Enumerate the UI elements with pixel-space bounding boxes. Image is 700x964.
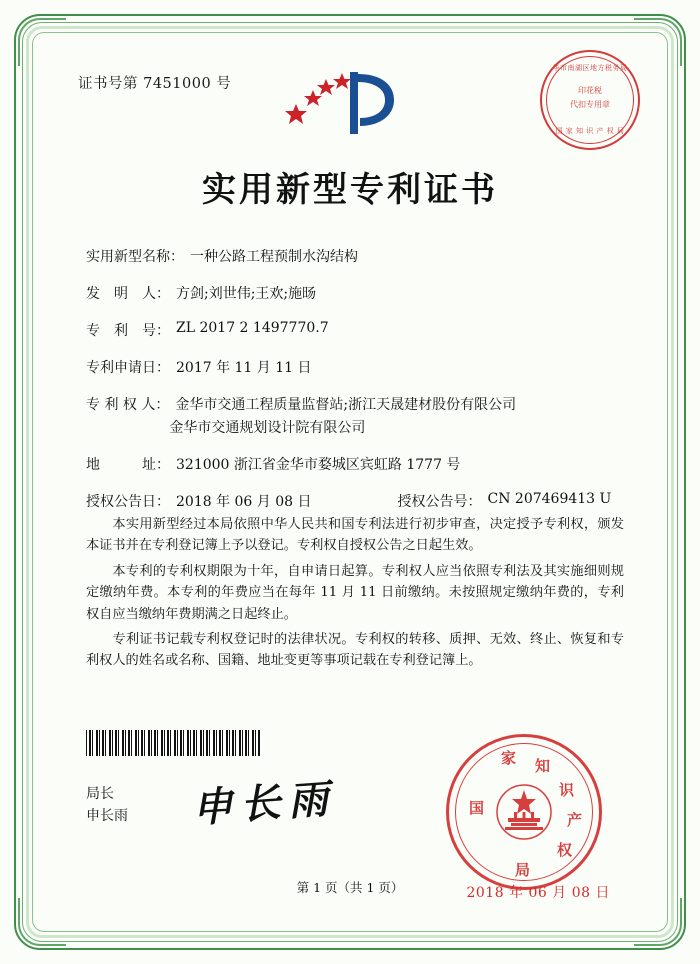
field-value: 2017 年 11 月 11 日 — [176, 360, 312, 376]
barcode — [86, 730, 261, 756]
grant-date-value: 2018 年 06 月 08 日 — [176, 494, 312, 510]
field-row-patent-number — [86, 320, 630, 340]
field-value-second-line: 金华市交通规划设计院有限公司 — [169, 420, 366, 436]
field-row-patentee — [86, 394, 630, 437]
legal-body-text — [86, 514, 624, 676]
signature-block — [86, 784, 128, 827]
seal-char-7: 国 — [469, 799, 485, 817]
tax-stamp-arc-top: 华市南湖区地方税务局 — [552, 64, 628, 72]
seal-char-1: 家 — [501, 749, 517, 767]
field-value: 金华市交通工程质量监督站;浙江天晟建材股份有限公司 — [175, 397, 517, 413]
seal-date: 2018 年 06 月 08 日 — [466, 885, 610, 901]
grant-date-label: 授权公告日： — [86, 494, 170, 510]
field-row-address — [86, 454, 630, 474]
field-label: 专 利 号： — [86, 323, 170, 339]
field-row-application-date — [86, 357, 630, 377]
grant-number-label: 授权公告号： — [397, 494, 482, 510]
legal-paragraph-2: 本专利的专利权期限为十年，自申请日起算。专利权人应当依照专利法及其实施细则规定缴纳年费。本专利的年费应当在每年 11 月 11 日前缴纳。未按照规定缴纳年费的，专利权自应当缴纳年费期满之日起终止。 — [86, 563, 624, 622]
field-value-group — [169, 394, 516, 437]
field-label: 专 利 权 人： — [86, 397, 170, 413]
grant-number-value: CN 207469413 U — [487, 491, 612, 507]
national-seal — [446, 734, 602, 890]
field-label: 专利申请日： — [86, 360, 170, 376]
director-label: 局长 — [86, 786, 114, 802]
legal-paragraph-3: 专利证书记载专利权登记时的法律状况。专利权的转移、质押、无效、终止、恢复和专利权人的姓名或名称、国籍、地址变更等事项记载在专利登记簿上。 — [86, 631, 624, 669]
seal-char-5: 权 — [557, 841, 573, 859]
field-value: 一种公路工程预制水沟结构 — [190, 249, 358, 265]
field-row-grant-announcement — [86, 491, 630, 511]
seal-char-6: 局 — [515, 861, 531, 879]
tax-stamp-arc-bottom: 国 家 知 识 产 权 局 — [555, 127, 625, 135]
field-label: 地 址： — [86, 457, 170, 473]
page-footer: 第 1 页（共 1 页） — [296, 880, 404, 895]
seal-char-4: 产 — [567, 811, 583, 829]
field-value: 方剑;刘世伟;王欢;施旸 — [176, 286, 317, 302]
field-list — [86, 246, 630, 528]
field-row-utility-model-name — [86, 246, 630, 266]
national-emblem-icon — [494, 782, 554, 842]
field-row-inventors — [86, 283, 630, 303]
page-title: 实用新型专利证书 — [202, 170, 498, 210]
seal-char-3: 识 — [559, 781, 575, 799]
field-label: 发 明 人： — [86, 286, 170, 302]
cnipa-logo-icon — [280, 60, 420, 146]
director-name: 申长雨 — [86, 807, 128, 824]
certificate-number: 证书号第 7451000 号 — [78, 76, 232, 92]
tax-stamp-line2: 代扣专用章 — [570, 100, 610, 109]
field-label: 实用新型名称： — [86, 249, 184, 265]
certificate-content — [52, 44, 648, 918]
seal-char-2: 知 — [535, 757, 551, 775]
handwritten-signature: 申长雨 — [190, 775, 338, 832]
field-value: ZL 2017 2 1497770.7 — [176, 320, 329, 336]
tax-stamp-line1: 印花税 — [578, 86, 602, 95]
field-value: 321000 浙江省金华市婺城区宾虹路 1777 号 — [176, 457, 461, 473]
legal-paragraph-1: 本实用新型经过本局依照中华人民共和国专利法进行初步审查，决定授予专利权，颁发本证书并在专利登记簿上予以登记。专利权自授权公告之日起生效。 — [86, 517, 624, 554]
tax-stamp-seal — [540, 50, 640, 150]
